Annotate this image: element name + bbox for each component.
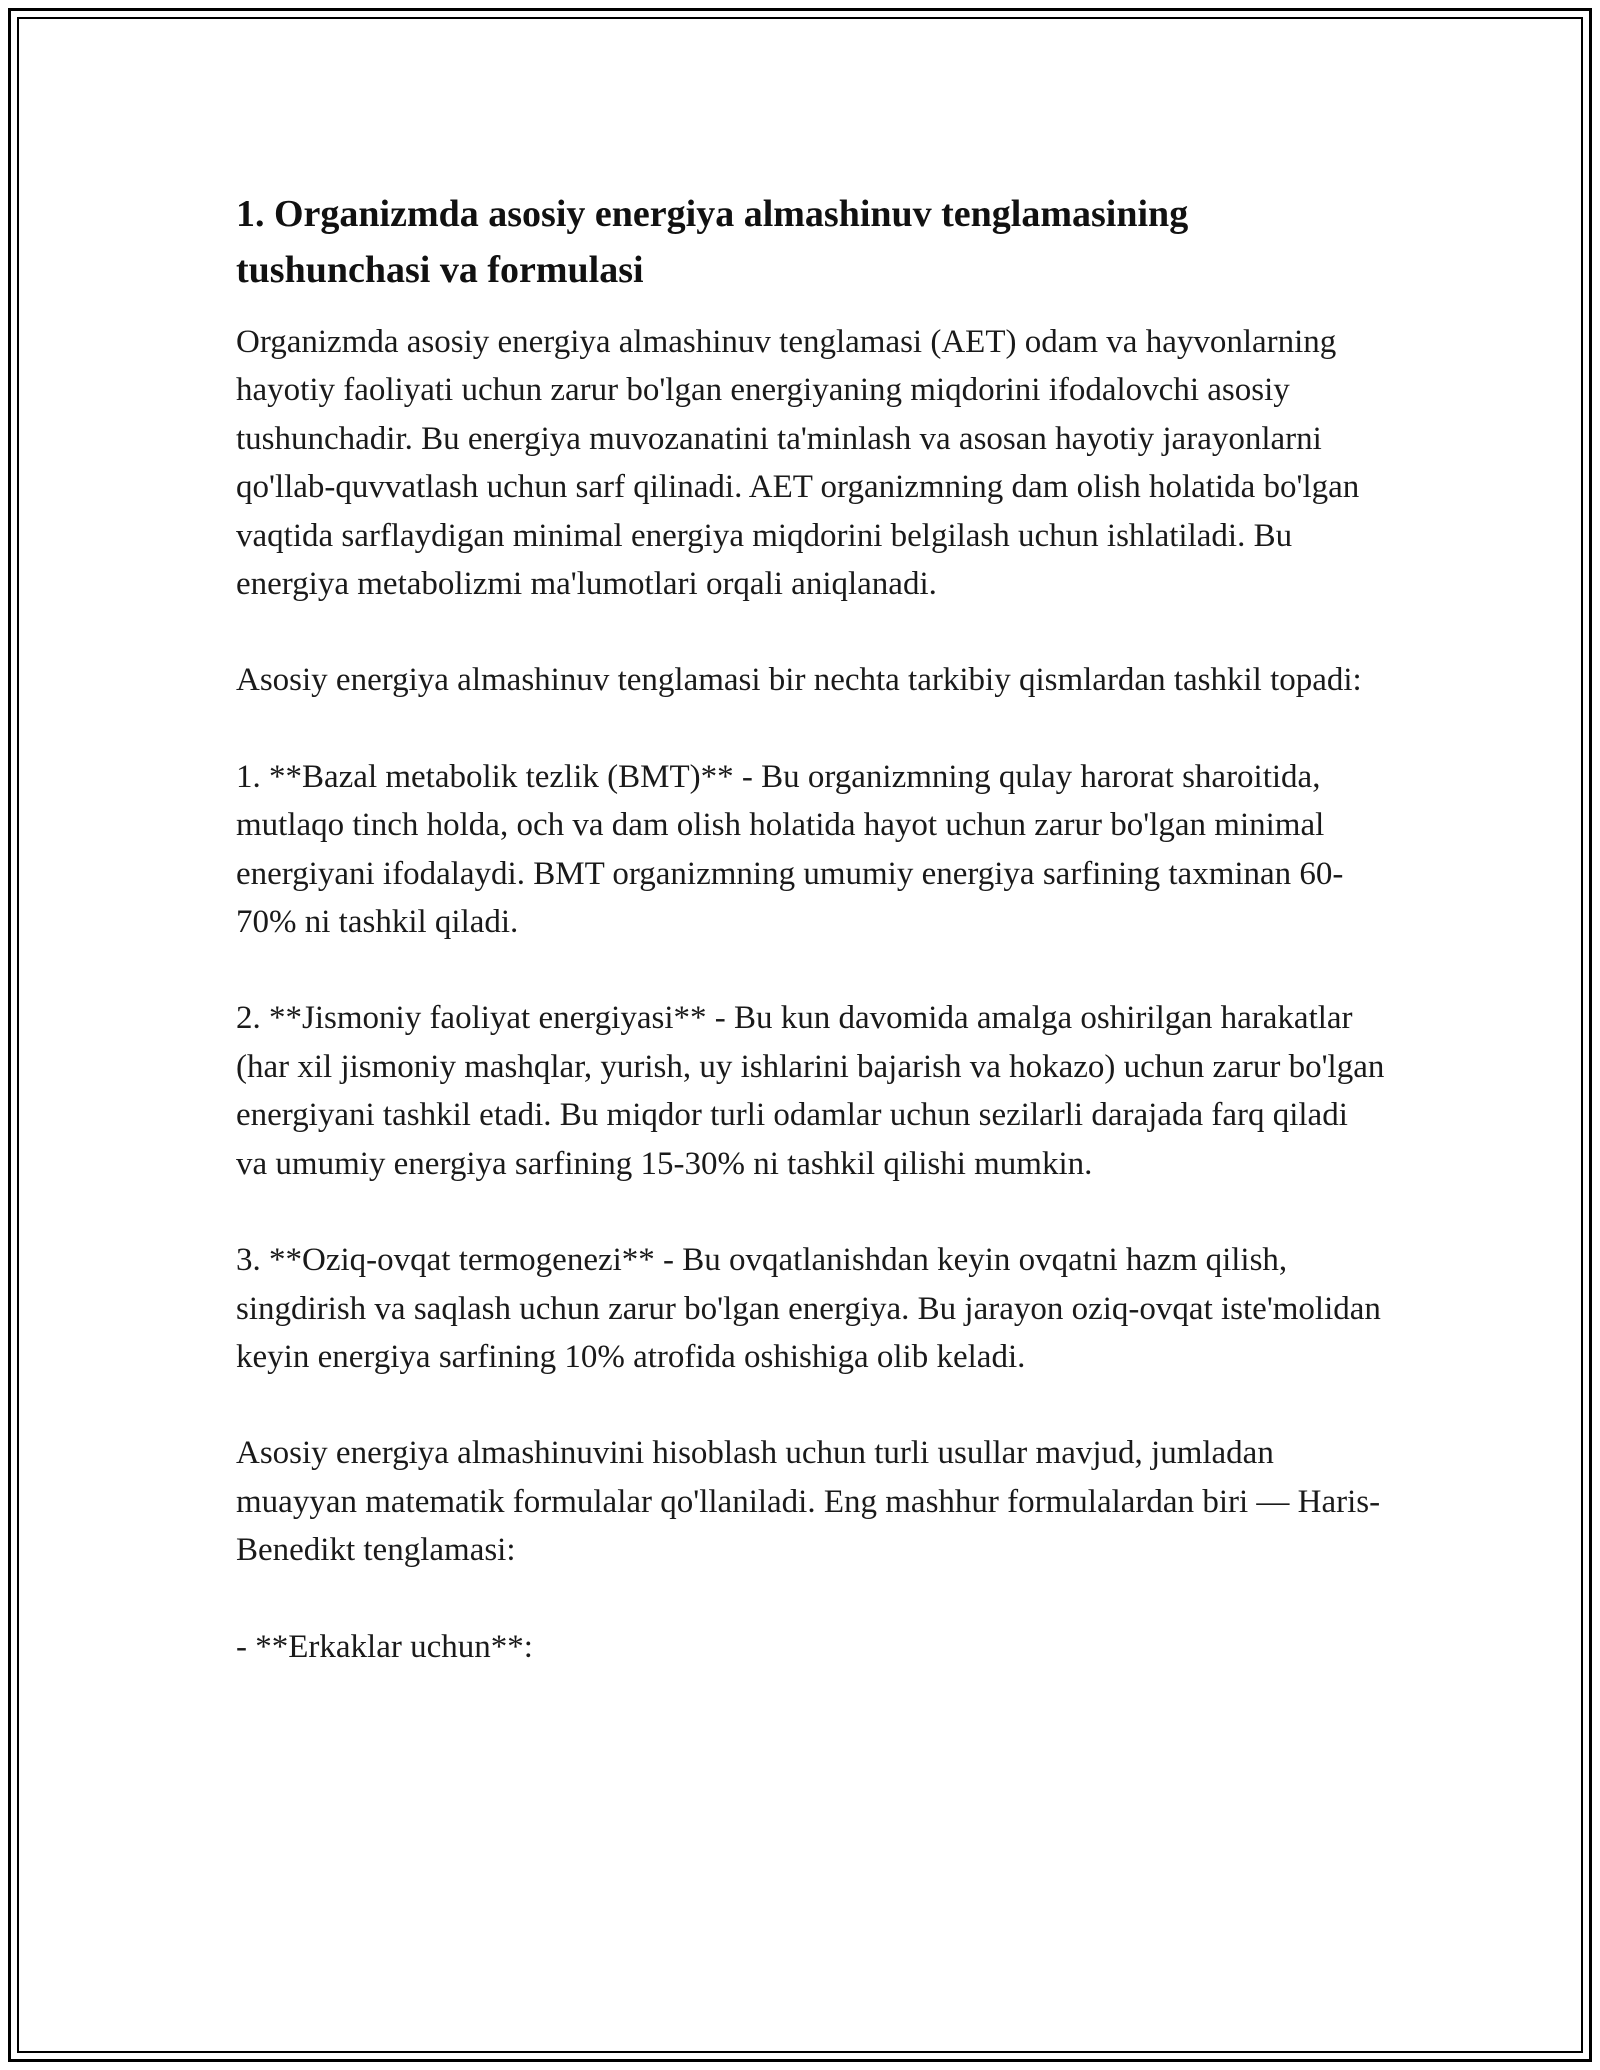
paragraph-components-intro: Asosiy energiya almashinuv tenglamasi bir nechta tarkibiy qismlardan tashkil topadi:: [236, 662, 1362, 699]
paragraph-gap: [236, 608, 1386, 656]
paragraph-gap: [236, 946, 1386, 994]
list-item-thermogenesis: 3. **Oziq-ovqat termogenezi** - Bu ovqatlanishdan keyin ovqatni hazm qilish, singdirish va saqlash uchun zarur bo'lgan energiya. Bu jarayon oziq-ovqat iste'molidan keyin energiya sarfining 10% atrofida oshishiga olib keladi.: [236, 1242, 1381, 1375]
paragraph-gap: [236, 1188, 1386, 1236]
list-item-men: - **Erkaklar uchun**:: [236, 1628, 533, 1665]
paragraph-intro: Organizmda asosiy energiya almashinuv tenglamasi (AET) odam va hayvonlarning hayotiy faoliyati uchun zarur bo'lgan energiyaning miqdorini ifodalovchi asosiy tushunchadir. Bu energiya muvozanatini ta'minlash va asosan hayotiy jarayonlarni qo'llab-quvvatlash uchun sarf qilinadi. AET organizmning dam olish holatida bo'lgan vaqtida sarflaydigan minimal energiya miqdorini belgilash uchun ishlatiladi. Bu energiya metabolizmi ma'lumotlari orqali aniqlanadi.: [236, 324, 1360, 603]
paragraph-gap: [236, 1575, 1386, 1623]
paragraph-gap: [236, 1381, 1386, 1429]
section-title: 1. Organizmda asosiy energiya almashinuv tenglamasining tushunchasi va formulasi: [236, 193, 1189, 291]
list-item-bmt: 1. **Bazal metabolik tezlik (BMT)** - Bu organizmning qulay harorat sharoitida, mutlaqo tinch holda, och va dam olish holatida hayot uchun zarur bo'lgan minimal energiyani ifodalaydi. BMT organizmning umumiy energiya sarfining taxminan 60-70% ni tashkil qiladi.: [236, 758, 1344, 941]
list-item-physical-activity: 2. **Jismoniy faoliyat energiyasi** - Bu kun davomida amalga oshirilgan harakatlar (har xil jismoniy mashqlar, yurish, uy ishlarini bajarish va hokazo) uchun zarur bo'lgan energiyani tashkil etadi. Bu miqdor turli odamlar uchun sezilarli darajada farq qiladi va umumiy energiya sarfining 15-30% ni tashkil qilishi mumkin.: [236, 1000, 1385, 1182]
paragraph-formula-intro: Asosiy energiya almashinuvini hisoblash uchun turli usullar mavjud, jumladan muayyan matematik formulalar qo'llaniladi. Eng mashhur formulalardan biri — Haris-Benedikt tenglamasi:: [236, 1435, 1381, 1569]
document-body: [236, 186, 1386, 1671]
paragraph-gap: [236, 705, 1386, 753]
